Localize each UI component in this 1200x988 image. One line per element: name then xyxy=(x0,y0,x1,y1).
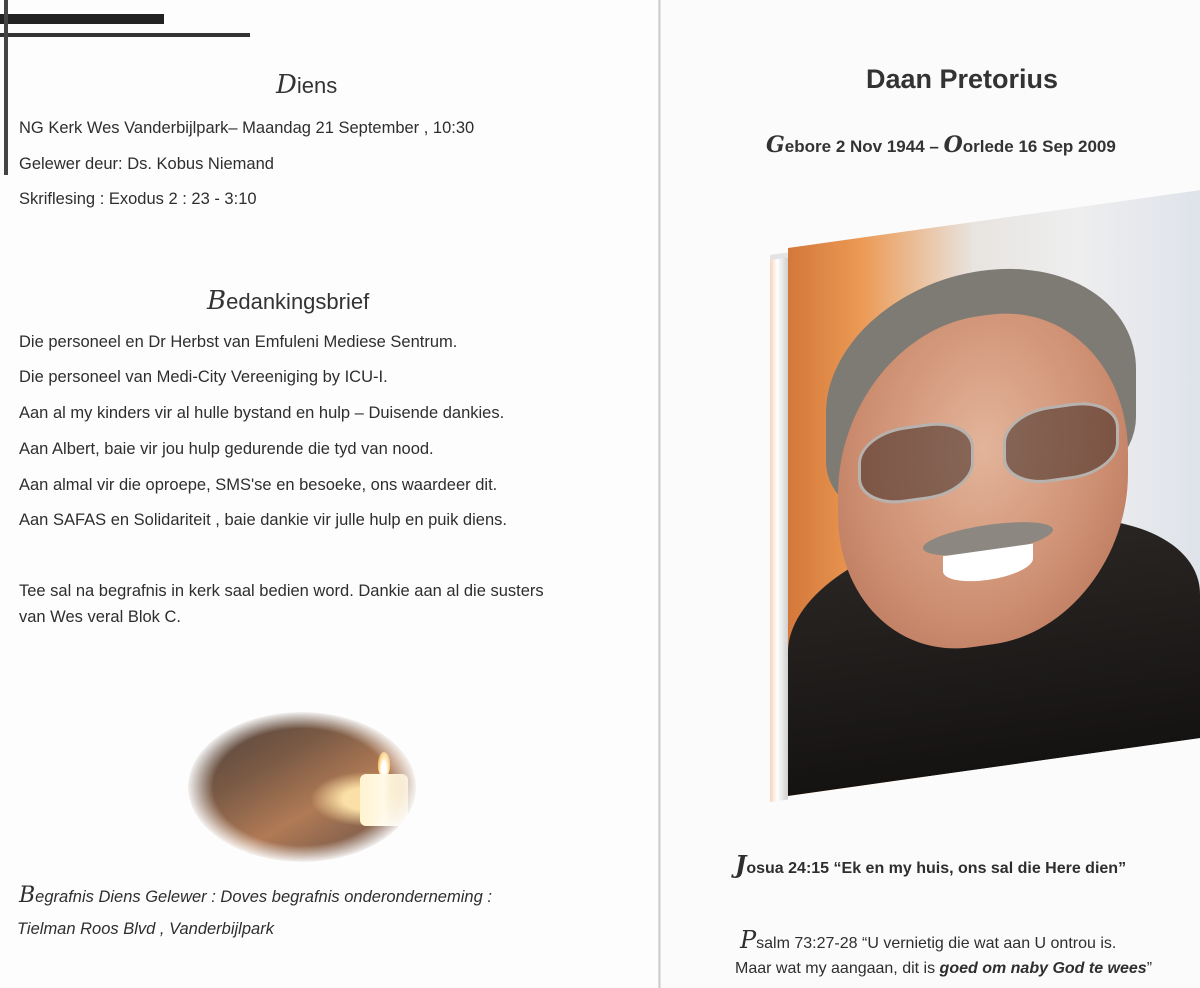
decorative-bar xyxy=(4,0,8,175)
portrait-image xyxy=(788,190,1200,796)
thanks-line: Aan al my kinders vir al hulle bystand en hulp – Duisende dankies. xyxy=(19,404,505,422)
candle-image xyxy=(188,712,416,862)
verse-joshua xyxy=(735,850,1126,879)
thanks-line: Aan almal vir die oproepe, SMS'se en besoeke, ons waardeer dit. xyxy=(19,476,498,494)
born-initial: G xyxy=(766,132,785,158)
life-dates xyxy=(766,132,1116,158)
service-line: Skriflesing : Exodus 2 : 23 - 3:10 xyxy=(19,190,257,208)
funeral-address: Tielman Roos Blvd , Vanderbijlpark xyxy=(17,920,274,938)
heading-text: iens xyxy=(296,73,338,98)
verse-quote-end: ” xyxy=(1146,960,1153,977)
thanks-line: Aan Albert, baie vir jou hulp gedurende die tyd van nood. xyxy=(19,440,434,458)
decorative-bar xyxy=(0,33,250,37)
funeral-text: egrafnis Diens Gelewer : Doves begrafnis onderonderneming : xyxy=(35,888,492,906)
funeral-initial: B xyxy=(19,883,36,908)
verse-psalm-line2 xyxy=(735,960,1152,978)
service-line: NG Kerk Wes Vanderbijlpark– Maandag 21 September , 10:30 xyxy=(19,119,475,137)
decorative-bar xyxy=(0,14,164,24)
thanks-heading xyxy=(207,286,369,316)
thanks-line: Aan SAFAS en Solidariteit , baie dankie vir julle hulp en puik diens. xyxy=(19,511,507,529)
verse-initial: P xyxy=(740,926,757,954)
born-text: ebore 2 Nov 1944 – xyxy=(784,137,939,156)
heading-text: edankingsbrief xyxy=(226,289,370,314)
tea-line: Tee sal na begrafnis in kerk saal bedien word. Dankie aan al die susters xyxy=(19,582,544,600)
verse-reference: salm 73:27-28 xyxy=(756,935,858,952)
tea-line: van Wes veral Blok C. xyxy=(19,608,182,626)
died-initial: O xyxy=(943,132,963,158)
portrait-photo xyxy=(770,200,1200,795)
photo-block-edge xyxy=(770,257,788,802)
verse-text: Maar wat my aangaan, dit is xyxy=(735,960,936,977)
service-heading xyxy=(276,70,337,100)
thanks-line: Die personeel en Dr Herbst van Emfuleni Mediese Sentrum. xyxy=(19,333,458,351)
died-text: orlede 16 Sep 2009 xyxy=(962,137,1116,156)
verse-text: “U vernietig die wat aan U ontrou is. xyxy=(862,935,1117,952)
candle-flame xyxy=(378,752,390,776)
verse-text: “Ek en my huis, ons sal die Here dien” xyxy=(833,860,1127,877)
thanks-line: Die personeel van Medi-City Vereeniging by ICU-I. xyxy=(19,368,388,386)
verse-emphasis: goed om naby God te wees xyxy=(939,960,1147,977)
heading-initial: B xyxy=(207,286,227,316)
verse-psalm xyxy=(740,926,1116,954)
funeral-line xyxy=(19,883,492,908)
candle-stick xyxy=(360,774,408,826)
verse-initial: J xyxy=(735,850,747,879)
deceased-name: Daan Pretorius xyxy=(866,64,1059,94)
verse-reference: osua 24:15 xyxy=(746,860,830,877)
heading-initial: D xyxy=(276,70,297,100)
service-line: Gelewer deur: Ds. Kobus Niemand xyxy=(19,155,274,173)
